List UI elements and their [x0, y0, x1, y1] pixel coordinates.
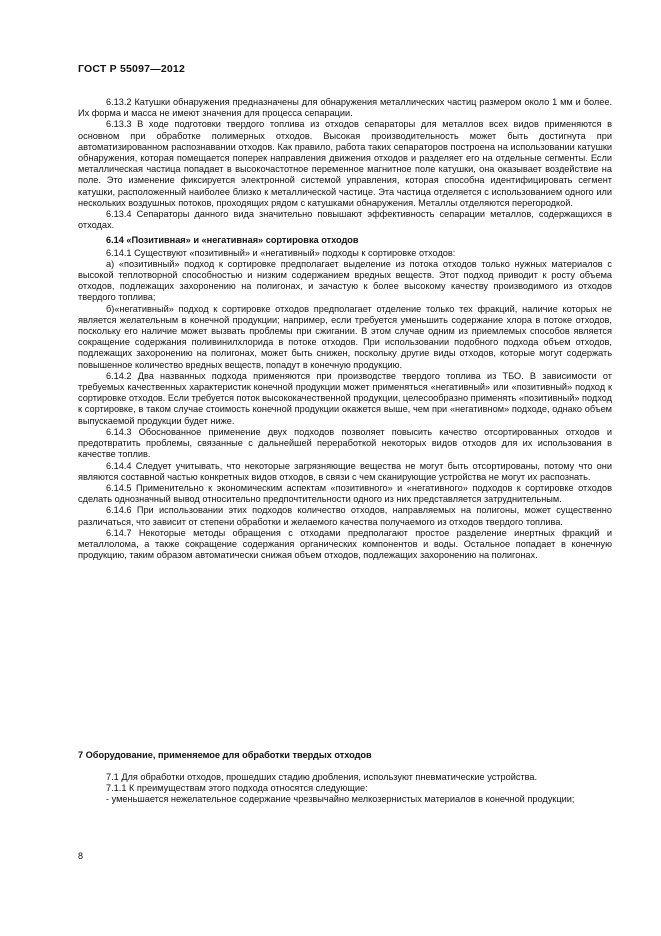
paragraph-6-14-4: 6.14.4 Следует учитывать, что некоторые загрязняющие вещества не могут быть отсортированы, потому что они являются составной частью конкретных видов отходов, в связи с чем сканирующие устройства не могут их распознать.	[78, 460, 612, 482]
paragraph-6-14-1-b: б)«негативный» подход к сортировке отходов предполагает отделение только тех фракций, наличие которых не является желательным в конечной продукции; например, если требуется уменьшить содержание хлора в потоке отходов, поскольку его наличие может вызвать проблемы при сжигании. В этом случае одним из приемлемых способов является сокращение содержания поливинилхлорида в потоке отходов. При использовании подобного подхода объем отходов, подлежащих захоронению на полигонах, может быть снижен, поскольку другие виды отходов, которые могут содержать повышенное количество вредных веществ, попадут в конечную продукцию.	[78, 303, 612, 370]
page-number: 8	[78, 851, 84, 861]
section-7-content	[78, 772, 612, 806]
section-7-heading-wrap	[78, 742, 612, 768]
section-7-heading: 7 Оборудование, применяемое для обработки твердых отходов	[78, 749, 372, 760]
main-content	[78, 97, 612, 561]
paragraph-6-14-6: 6.14.6 При использовании этих подходов количество отходов, направляемых на полигоны, может существенно различаться, что зависит от степени обработки и желаемого качества получаемого из отходов твердого топлива.	[78, 505, 612, 527]
paragraph-6-14-7: 6.14.7 Некоторые методы обращения с отходами предполагают простое разделение инертных фракций и металлолома, а также сокращение содержания органических компонентов и воды. Остальное попадает в конечную продукцию, таким образом автоматически снижая объем отходов, подлежащих захоронению на полигонах.	[78, 527, 612, 561]
subsection-heading-6-14: 6.14 «Позитивная» и «негативная» сортировка отходов	[106, 235, 359, 246]
paragraph-7-1-1: 7.1.1 К преимуществам этого подхода относятся следующие:	[106, 783, 368, 794]
document-header: ГОСТ Р 55097—2012	[78, 63, 186, 75]
paragraph-6-14-3: 6.14.3 Обоснованное применение двух подходов позволяет повысить качество отсортированных отходов и предотвратить проблемы, связанные с дальнейшей переработкой некоторых видов отходов для их использования в качестве топлив.	[78, 426, 612, 460]
paragraph-6-14-5: 6.14.5 Применительно к экономическим аспектам «позитивного» и «негативного» подходов к сортировке отходов сделать однозначный вывод относительно предпочтительности одного из них представляется затруднительным.	[78, 482, 612, 505]
paragraph-6-13-4: 6.13.4 Сепараторы данного вида значительно повышают эффективность сепарации металлов, содержащихся в отходах.	[78, 209, 612, 231]
paragraph-7-1: 7.1 Для обработки отходов, прошедших стадию дробления, используют пневматические устройства.	[106, 772, 538, 782]
paragraph-6-13-2: 6.13.2 Катушки обнаружения предназначены для обнаружения металлических частиц размером около 1 мм и более. Их форма и масса не имеют значения для процесса сепарации.	[78, 97, 612, 119]
paragraph-6-14-1-a: а) «позитивный» подход к сортировке предполагает выделение из потока отходов только нужных материалов с высокой теплотворной способностью и низким содержанием вредных веществ. Этот подход приводит к росту объема отходов, подлежащих захоронению на полигонах, и зачастую к более высокому качеству производимого из отходов твердого топлива;	[78, 258, 612, 303]
paragraph-6-14-2: 6.14.2 Два названных подхода применяются при производстве твердого топлива из ТБО. В зависимости от требуемых качественных характеристик конечной продукции может применяться «негативный» или «позитивный» подход к сортировке отходов. Если требуется поток высококачественной продукции, целесообразно применять «позитивный» подход к сортировке, в таком случае стоимость конечной продукции окажется выше, чем при «негативном» подходе, однако объем выпускаемой продукции будет ниже.	[78, 370, 612, 426]
paragraph-7-1-1-item: - уменьшается нежелательное содержание чрезвычайно мелкозернистых материалов в конечной продукции;	[106, 794, 575, 805]
paragraph-6-13-3: 6.13.3 В ходе подготовки твердого топлива из отходов сепараторы для металлов всех видов применяются в основном при обработке полимерных отходов. Высокая производительность может быть достигнута при автоматизированном распознавании отходов. Как правило, работа таких сепараторов построена на использовании катушки обнаружения, которая помещается поперек направления движения отходов и разделяет его на отдельные сегменты. Если металлическая частица попадает в высокочастотное переменное магнитное поле катушки, она оказывает воздействие на поле. Это изменение фиксируется электронной системой управления, которая способна идентифицировать сегмент катушки, расположенный наиболее близко к металлической частице. Эта частица отделяется с использованием одного или нескольких воздушных потоков, проходящих рядом с катушками обнаружения. Металлы отделяются перегородкой.	[78, 119, 612, 208]
paragraph-6-14-1: 6.14.1 Существуют «позитивный» и «негативный» подходы к сортировке отходов:	[106, 247, 456, 258]
